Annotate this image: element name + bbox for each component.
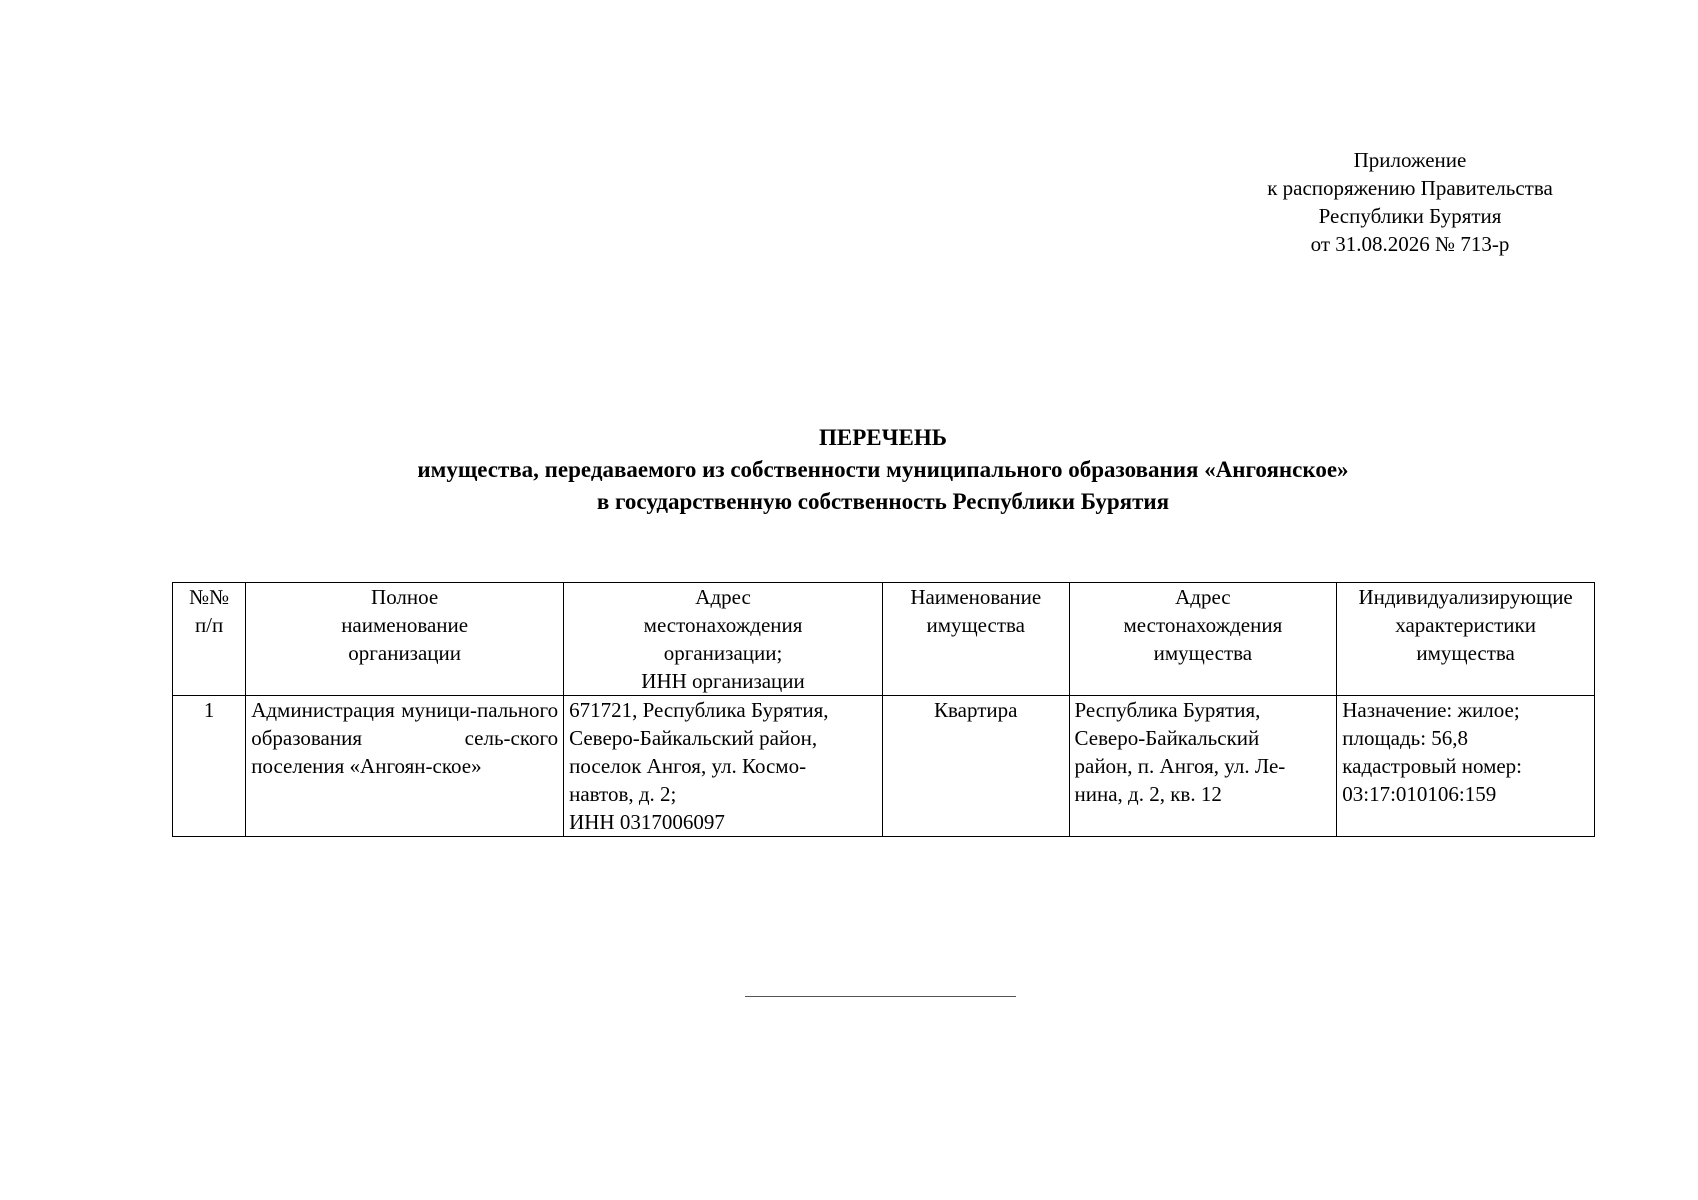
- appendix-reference: к распоряжению Правительства: [1267, 176, 1553, 200]
- table-row: [173, 696, 1595, 837]
- header-property-characteristics: Индивидуализирующие характеристики имущества: [1337, 583, 1595, 696]
- appendix-block: [1240, 146, 1580, 258]
- title-heading: ПЕРЕЧЕНЬ: [819, 425, 947, 450]
- document-title: [173, 422, 1593, 518]
- header-number: №№ п/п: [173, 583, 246, 696]
- cell-number: 1: [173, 696, 246, 837]
- appendix-government: Республики Бурятия: [1318, 204, 1502, 228]
- property-table: [172, 582, 1595, 837]
- header-organization-address: Адрес местонахождения организации; ИНН организации: [564, 583, 883, 696]
- appendix-date-number: от 31.08.2026 № 713-р: [1310, 232, 1510, 256]
- header-organization-name: Полное наименование организации: [246, 583, 564, 696]
- cell-property-name: Квартира: [882, 696, 1069, 837]
- cell-organization-address: 671721, Республика Бурятия, Северо-Байкальский район, поселок Ангоя, ул. Космо- навтов, д. 2; ИНН 0317006097: [564, 696, 883, 837]
- header-property-address: Адрес местонахождения имущества: [1069, 583, 1337, 696]
- cell-property-address: Республика Бурятия, Северо-Байкальский район, п. Ангоя, ул. Ле- нина, д. 2, кв. 12: [1069, 696, 1337, 837]
- title-subject: имущества, передаваемого из собственности муниципального образования «Ангоянское»: [417, 457, 1349, 482]
- cell-property-characteristics: Назначение: жилое; площадь: 56,8 кадастровый номер: 03:17:010106:159: [1337, 696, 1595, 837]
- appendix-title: Приложение: [1353, 148, 1467, 172]
- closing-divider: [745, 996, 1016, 997]
- header-property-name: Наименование имущества: [882, 583, 1069, 696]
- title-destination: в государственную собственность Республики Бурятия: [596, 489, 1170, 514]
- table-header-row: [173, 583, 1595, 696]
- cell-organization-name: Администрация муници-пального образования сель-ского поселения «Ангоян-ское»: [246, 696, 564, 837]
